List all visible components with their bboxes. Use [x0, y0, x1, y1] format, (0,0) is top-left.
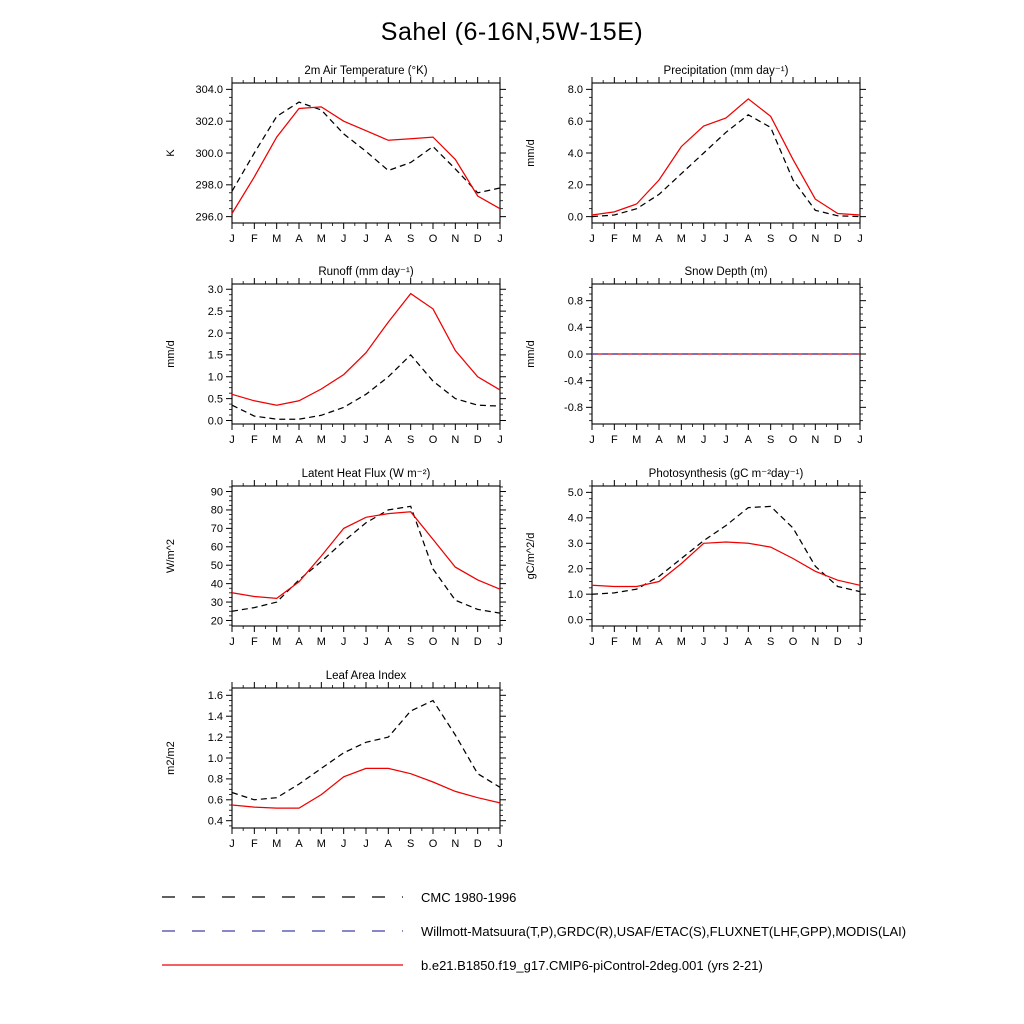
svg-text:O: O: [788, 233, 798, 245]
svg-text:D: D: [833, 434, 842, 446]
svg-text:0.4: 0.4: [207, 815, 223, 828]
svg-text:-0.4: -0.4: [564, 375, 583, 388]
precipitation-chart: [520, 63, 870, 278]
svg-text:298.0: 298.0: [195, 179, 223, 192]
svg-text:J: J: [229, 233, 235, 245]
svg-text:0.6: 0.6: [207, 794, 223, 807]
svg-text:F: F: [250, 434, 258, 446]
svg-text:0.0: 0.0: [567, 614, 583, 627]
svg-text:N: N: [811, 233, 820, 245]
svg-text:N: N: [811, 434, 820, 446]
svg-text:J: J: [700, 434, 707, 446]
svg-text:20: 20: [210, 615, 223, 628]
svg-text:M: M: [272, 838, 282, 850]
latent-heat-flux-chart: [160, 466, 510, 681]
svg-text:A: A: [384, 434, 393, 446]
svg-text:70: 70: [210, 523, 223, 536]
svg-text:Precipitation (mm day⁻¹): Precipitation (mm day⁻¹): [663, 65, 789, 77]
svg-text:A: A: [384, 636, 393, 648]
panel-latent-heat-flux: [160, 466, 510, 681]
svg-text:A: A: [295, 636, 303, 648]
svg-text:N: N: [451, 233, 460, 245]
svg-text:Photosynthesis (gC m⁻²day⁻¹): Photosynthesis (gC m⁻²day⁻¹): [648, 468, 804, 480]
svg-text:1.5: 1.5: [207, 349, 223, 362]
svg-text:1.2: 1.2: [207, 731, 223, 744]
svg-text:M: M: [316, 838, 326, 850]
svg-text:J: J: [340, 233, 347, 245]
svg-text:2.0: 2.0: [567, 563, 583, 576]
svg-text:M: M: [316, 636, 326, 648]
svg-text:mm/d: mm/d: [525, 340, 537, 368]
svg-text:Runoff (mm day⁻¹): Runoff (mm day⁻¹): [318, 266, 414, 278]
svg-text:M: M: [632, 233, 642, 245]
svg-text:F: F: [250, 636, 258, 648]
legend-line-dashed-blue: [160, 927, 405, 935]
svg-text:N: N: [451, 838, 460, 850]
panel-snow-depth: [520, 264, 870, 479]
svg-text:-0.8: -0.8: [564, 402, 583, 415]
svg-text:Leaf Area Index: Leaf Area Index: [325, 670, 407, 682]
svg-text:J: J: [700, 636, 707, 648]
legend-item-obs-composite: [160, 914, 906, 948]
runoff-chart: [160, 264, 510, 479]
svg-text:J: J: [363, 434, 369, 446]
svg-text:0.5: 0.5: [207, 393, 223, 406]
svg-text:J: J: [857, 636, 863, 648]
svg-text:J: J: [857, 233, 863, 245]
svg-text:Latent Heat Flux (W m⁻²): Latent Heat Flux (W m⁻²): [301, 468, 431, 480]
svg-text:D: D: [473, 636, 482, 648]
svg-text:D: D: [473, 434, 482, 446]
svg-text:M: M: [676, 434, 686, 446]
svg-text:M: M: [272, 233, 282, 245]
svg-text:S: S: [406, 838, 415, 850]
svg-text:F: F: [610, 434, 618, 446]
svg-text:J: J: [340, 636, 347, 648]
svg-text:S: S: [766, 434, 775, 446]
svg-text:1.0: 1.0: [567, 588, 583, 601]
svg-text:J: J: [589, 434, 595, 446]
svg-text:J: J: [723, 233, 729, 245]
svg-text:mm/d: mm/d: [525, 139, 537, 167]
svg-text:40: 40: [210, 578, 223, 591]
svg-text:S: S: [406, 636, 415, 648]
svg-text:S: S: [406, 233, 415, 245]
svg-text:F: F: [250, 233, 258, 245]
svg-text:D: D: [833, 233, 842, 245]
svg-text:M: M: [676, 636, 686, 648]
svg-text:S: S: [766, 636, 775, 648]
svg-text:2.0: 2.0: [207, 327, 223, 340]
svg-text:8.0: 8.0: [567, 84, 583, 97]
svg-text:2.5: 2.5: [207, 305, 223, 318]
legend: [160, 880, 906, 982]
svg-text:5.0: 5.0: [567, 487, 583, 500]
svg-text:J: J: [497, 434, 503, 446]
svg-text:O: O: [428, 434, 438, 446]
svg-text:N: N: [811, 636, 820, 648]
svg-text:O: O: [428, 838, 438, 850]
svg-text:S: S: [766, 233, 775, 245]
svg-text:M: M: [632, 434, 642, 446]
svg-text:m2/m2: m2/m2: [165, 741, 177, 775]
svg-text:J: J: [589, 636, 595, 648]
svg-text:O: O: [788, 636, 798, 648]
svg-text:F: F: [610, 233, 618, 245]
svg-text:F: F: [610, 636, 618, 648]
svg-text:J: J: [229, 838, 235, 850]
svg-text:3.0: 3.0: [567, 538, 583, 551]
svg-text:O: O: [788, 434, 798, 446]
svg-text:4.0: 4.0: [567, 147, 583, 160]
svg-text:A: A: [655, 233, 663, 245]
svg-text:304.0: 304.0: [195, 84, 223, 97]
svg-text:J: J: [363, 838, 369, 850]
svg-text:Snow Depth (m): Snow Depth (m): [684, 266, 768, 278]
legend-label: Willmott-Matsuura(T,P),GRDC(R),USAF/ETAC(S),FLUXNET(LHF,GPP),MODIS(LAI): [421, 923, 907, 939]
svg-text:J: J: [229, 636, 235, 648]
legend-label: b.e21.B1850.f19_g17.CMIP6-piControl-2deg.001 (yrs 2-21): [421, 957, 763, 973]
svg-text:M: M: [272, 434, 282, 446]
svg-text:J: J: [723, 636, 729, 648]
svg-text:J: J: [857, 434, 863, 446]
svg-text:J: J: [229, 434, 235, 446]
svg-text:S: S: [406, 434, 415, 446]
svg-text:50: 50: [210, 560, 223, 573]
svg-text:J: J: [363, 233, 369, 245]
svg-text:A: A: [744, 233, 753, 245]
svg-text:M: M: [632, 636, 642, 648]
svg-text:J: J: [497, 838, 503, 850]
photosynthesis-chart: [520, 466, 870, 681]
svg-text:A: A: [655, 434, 663, 446]
svg-text:A: A: [744, 434, 753, 446]
svg-text:3.0: 3.0: [207, 284, 223, 297]
svg-text:4.0: 4.0: [567, 512, 583, 525]
page-title: Sahel (6-16N,5W-15E): [380, 18, 644, 46]
snow-depth-chart: [520, 264, 870, 479]
svg-text:M: M: [272, 636, 282, 648]
svg-text:2m Air Temperature (°K): 2m Air Temperature (°K): [304, 65, 428, 77]
svg-text:30: 30: [210, 596, 223, 609]
panel-leaf-area-index: [160, 668, 510, 883]
svg-text:A: A: [384, 233, 393, 245]
svg-text:D: D: [473, 233, 482, 245]
svg-text:D: D: [473, 838, 482, 850]
svg-text:0.0: 0.0: [567, 211, 583, 224]
svg-text:0.4: 0.4: [567, 322, 583, 335]
svg-text:A: A: [295, 434, 303, 446]
svg-text:M: M: [316, 233, 326, 245]
panel-precipitation: [520, 63, 870, 278]
svg-text:1.0: 1.0: [207, 371, 223, 384]
svg-text:M: M: [676, 233, 686, 245]
svg-text:80: 80: [210, 504, 223, 517]
svg-text:A: A: [295, 838, 303, 850]
svg-text:mm/d: mm/d: [165, 340, 177, 368]
svg-text:90: 90: [210, 486, 223, 499]
svg-text:J: J: [589, 233, 595, 245]
svg-text:O: O: [428, 636, 438, 648]
legend-line-solid-red: [160, 961, 405, 969]
svg-text:0.0: 0.0: [207, 415, 223, 428]
svg-text:N: N: [451, 434, 460, 446]
legend-item-cmc: [160, 880, 906, 914]
svg-text:F: F: [250, 838, 258, 850]
svg-text:gC/m^2/d: gC/m^2/d: [525, 532, 537, 580]
svg-text:J: J: [497, 233, 503, 245]
svg-text:300.0: 300.0: [195, 147, 223, 160]
svg-text:0.0: 0.0: [567, 348, 583, 361]
legend-label: CMC 1980-1996: [421, 889, 517, 905]
svg-text:1.4: 1.4: [207, 711, 223, 724]
svg-text:D: D: [833, 636, 842, 648]
panel-runoff: [160, 264, 510, 479]
legend-line-dashed-black: [160, 893, 405, 901]
svg-text:J: J: [497, 636, 503, 648]
svg-text:J: J: [700, 233, 707, 245]
svg-text:N: N: [451, 636, 460, 648]
svg-text:0.8: 0.8: [567, 295, 583, 308]
svg-text:O: O: [428, 233, 438, 245]
air-temperature-chart: [160, 63, 510, 278]
legend-item-model: [160, 948, 906, 982]
svg-text:A: A: [384, 838, 393, 850]
svg-text:M: M: [316, 434, 326, 446]
svg-text:A: A: [655, 636, 663, 648]
svg-text:J: J: [340, 838, 347, 850]
svg-text:0.8: 0.8: [207, 773, 223, 786]
svg-text:1.6: 1.6: [207, 690, 223, 703]
svg-text:60: 60: [210, 541, 223, 554]
svg-text:1.0: 1.0: [207, 752, 223, 765]
svg-text:J: J: [363, 636, 369, 648]
svg-text:6.0: 6.0: [567, 115, 583, 128]
panel-air-temperature: [160, 63, 510, 278]
svg-text:296.0: 296.0: [195, 211, 223, 224]
svg-text:2.0: 2.0: [567, 179, 583, 192]
leaf-area-index-chart: [160, 668, 510, 883]
svg-text:W/m^2: W/m^2: [165, 539, 177, 573]
svg-text:J: J: [340, 434, 347, 446]
svg-text:J: J: [723, 434, 729, 446]
svg-text:A: A: [295, 233, 303, 245]
svg-text:A: A: [744, 636, 753, 648]
svg-text:302.0: 302.0: [195, 115, 223, 128]
svg-text:K: K: [165, 149, 177, 157]
panel-photosynthesis: [520, 466, 870, 681]
